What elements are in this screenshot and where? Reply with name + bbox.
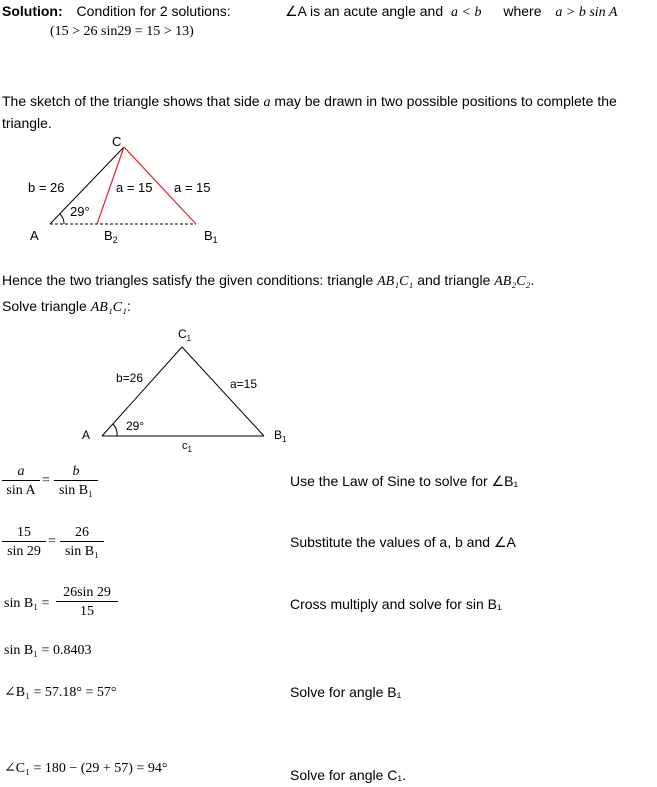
label-c: C <box>112 134 122 149</box>
step6-note: Solve for angle C₁. <box>290 767 407 783</box>
label-b-26: b = 26 <box>28 180 65 195</box>
step2-note: Substitute the values of a, b and ∠A <box>290 534 516 550</box>
label-b2: $B_2$ <box>104 228 118 245</box>
step1-frac-a: $\frac{a}{\text{sin A}}$ <box>2 464 40 499</box>
angle-arc-2 <box>113 424 117 436</box>
hence-and: and triangle <box>417 272 491 288</box>
label-angle-29-2: 29° <box>126 419 145 433</box>
hence-tri1: AB₁C₁ <box>377 274 414 289</box>
label-a15-2: a=15 <box>230 377 258 391</box>
triangle-sketch-2 <box>0 320 657 460</box>
angle-text: ∠A is an acute angle and <box>285 3 444 19</box>
hence-tri2: AB₂C₂ <box>494 274 531 289</box>
intro-var: a <box>263 95 271 110</box>
where-text: where <box>503 3 542 19</box>
label-b26-2: b=26 <box>116 371 144 385</box>
intro-text-a: The sketch of the triangle shows that side <box>2 93 260 109</box>
hence-text: Hence the two triangles satisfy the given conditions: triangle <box>2 272 374 288</box>
label-b1: $B_1$ <box>204 228 218 245</box>
label-a15-inner: a = 15 <box>116 180 153 195</box>
solve-tri-colon: : <box>126 298 131 314</box>
numeric-check: (15 > 26 sin29 = 15 > 13) <box>50 24 194 39</box>
step6-angle: ∠C₁ = 180 − (29 + 57) = 94° <box>4 761 168 776</box>
label-a-2: A <box>82 428 91 442</box>
a-gt-bsina: a > b sin A <box>555 5 618 20</box>
label-angle-29: 29° <box>70 204 90 219</box>
step2-frac-a: $\frac{15}{\sin 29}$ <box>2 525 46 560</box>
label-a15-outer: a = 15 <box>174 180 211 195</box>
step1-frac-b: $\frac{b}{\text{sin B₁}}$ <box>54 464 98 499</box>
side-a-line-2 <box>182 347 264 436</box>
triangle-sketch-1 <box>0 0 657 250</box>
angle-arc <box>60 214 64 224</box>
label-b1-2: $B_1$ <box>274 428 287 444</box>
label-c1: $C_1$ <box>178 327 192 343</box>
step2-frac-b: $\frac{26}{\text{sin B₁}}$ <box>60 525 104 560</box>
a-lt-b: a < b <box>451 5 482 20</box>
step3-lhs: sin B₁ = <box>4 596 50 611</box>
step2-eq: = <box>48 534 56 549</box>
step4-result: sin B₁ = 0.8403 <box>4 643 92 658</box>
step1-eq: = <box>42 473 50 488</box>
intro-line2: triangle. <box>2 115 52 131</box>
condition-text: Condition for 2 solutions: <box>76 3 231 19</box>
solve-triangle-line <box>2 298 131 316</box>
solve-tri-text: Solve triangle <box>2 298 87 314</box>
label-c1-side: $c_1$ <box>182 440 192 454</box>
step5-note: Solve for angle B₁ <box>290 684 402 700</box>
step1-note: Use the Law of Sine to solve for ∠B₁ <box>290 473 519 489</box>
step3-note: Cross multiply and solve for sin B₁ <box>290 596 502 612</box>
label-a: A <box>30 228 39 243</box>
hence-dot: . <box>530 272 535 288</box>
solution-label: Solution: <box>2 3 63 19</box>
intro-text-b: may be drawn in two possible positions to complete the <box>274 93 617 109</box>
step5-angle: ∠B₁ = 57.18° = 57° <box>4 685 117 700</box>
solve-tri-name: AB₁C₁ <box>90 300 127 315</box>
step3-frac: $\frac{26\sin 29}{15}$ <box>56 585 118 620</box>
hence-line <box>2 272 534 290</box>
